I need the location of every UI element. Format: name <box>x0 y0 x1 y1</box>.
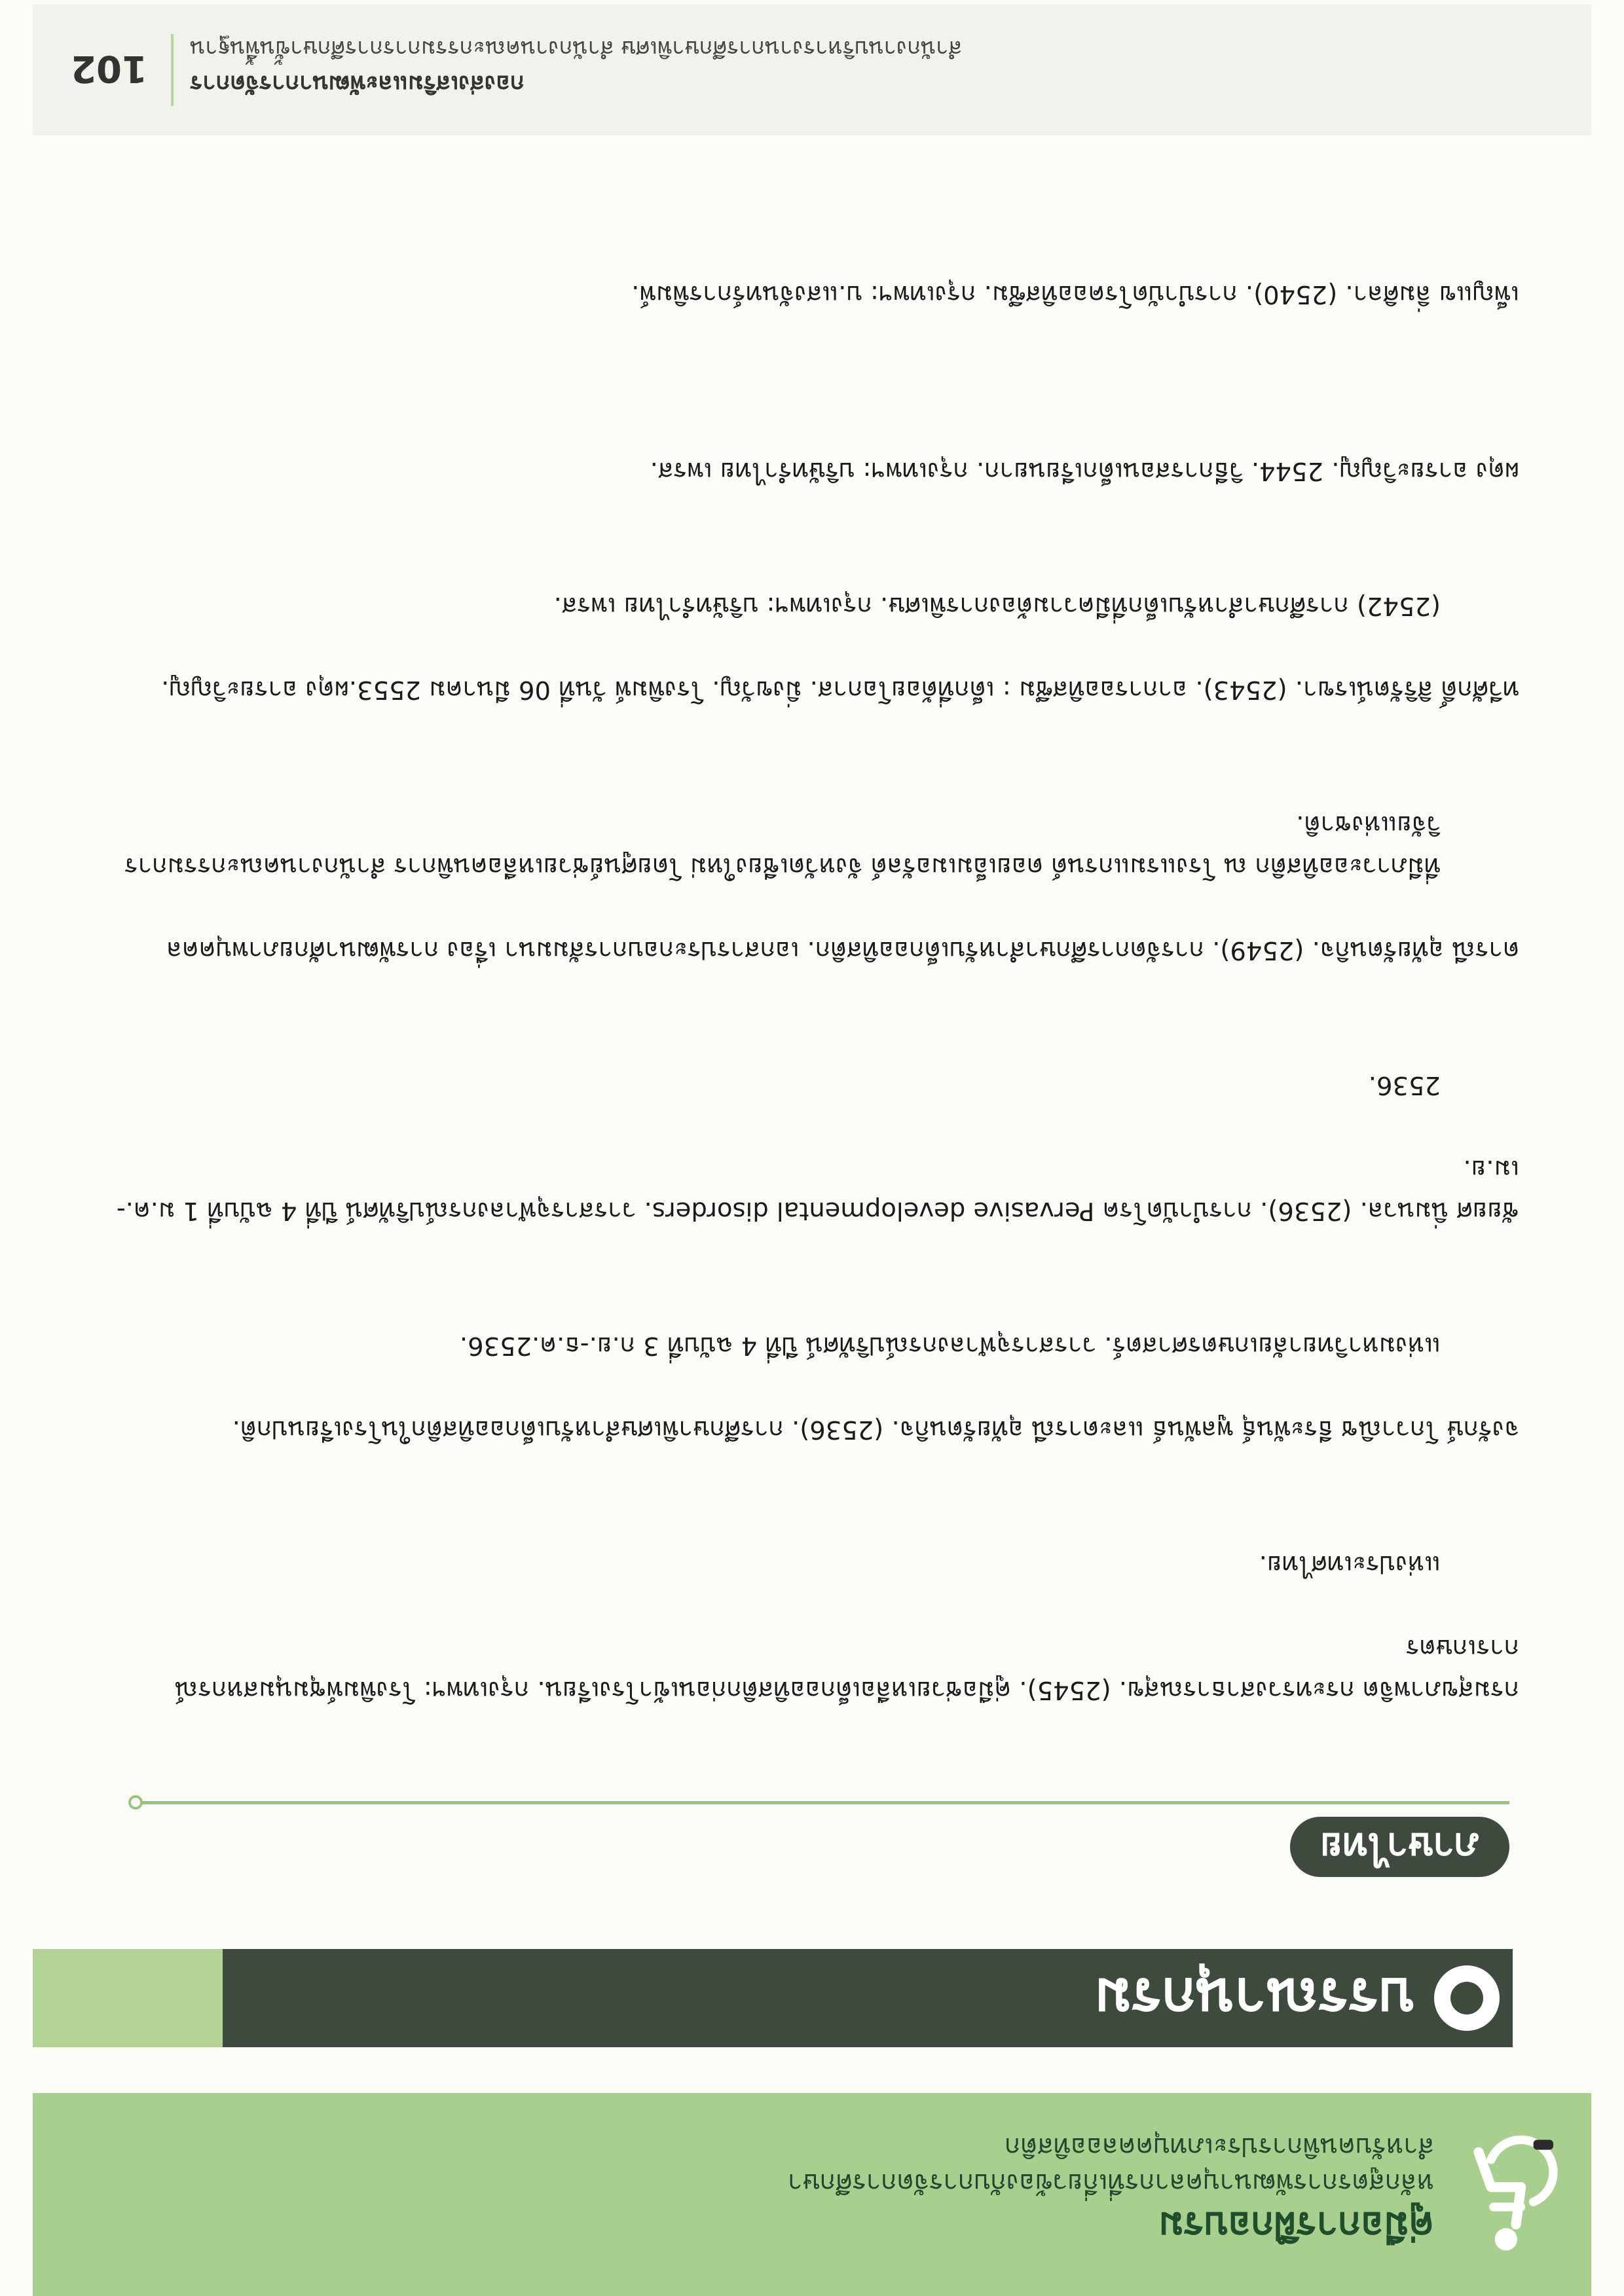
reference-first-line: กรมสุขภาพจิต กระทรวงสาธารณสุข. (2545). คู่มือช่วยเหลือเด็กออทิสติกก่อนเข้าโรงเรียน. กรุงเทพฯ: โรงพิมพ์ชุมนุมสหกรณ์การเกษตร <box>174 1633 1519 1705</box>
reference-entry <box>111 1501 1519 1753</box>
footer-department: กองส่งเสริมและพัฒนาการจัดการ <box>190 70 525 97</box>
page-number: 102 <box>71 47 147 90</box>
reference-entry <box>111 1022 1519 1273</box>
reference-first-line: ชัยยศ นิ่มนวล. (2536). การบำบัดโรค Pervasive developmental disorders. วารสารจุฬาลงกรณ์ปริทัศน์ ปีที่ 4 ฉบับที่ 1 ม.ค.-เม.ย. <box>116 1154 1519 1226</box>
section-title: บรรณานุกรม <box>1094 1965 1414 2031</box>
reference-first-line: จงรักษ์ โกวาณิช ธีระพันธุ์ พูลพันธ์ และดารณี อุทัยรัตนกิจ. (2536). การศึกษาพิเศษสำหรับเด็กออทิสติกในโรงเรียนปกติ. <box>232 1415 1519 1444</box>
reference-entry <box>111 0 1519 3</box>
section-bar-accent <box>33 1949 223 2047</box>
reference-entry <box>111 761 1519 1013</box>
reference-first-line: ดารณี อุทัยรัตนกิจ. (2549). การจัดการศึกษาสำหรับเด็กออทิสติก. เอกสารประกอบการสัมมนา เรื่อง การพัฒนาศักยภาพบุคคล <box>166 936 1519 965</box>
reference-continuation: แห่งมหาวิทยาลัยเกษตรศาสตร์. วารสารจุฬาลงกรณ์ปริทัศน์ ปีที่ 4 ฉบับที่ 3 ก.ย.-ธ.ค.2536. <box>459 1331 1441 1360</box>
subsection-divider <box>142 1801 1509 1804</box>
reference-entry <box>111 189 1519 357</box>
reference-list <box>111 0 1519 1753</box>
reference-continuation: แห่งประเทศไทย. <box>1259 1550 1441 1579</box>
reference-entry <box>111 1283 1519 1492</box>
reference-continuation: (2542) การศึกษาสำหรับเด็กที่มีความต้องการพิเศษ. กรุงเทพฯ: บริษัทรำไทย เพรส. <box>553 591 1441 621</box>
divider-end-circle-icon <box>128 1795 143 1810</box>
reference-first-line: เพ็ญแข ลิ่มศิลา. (2540). การบำบัดโรคออทิสซึม. กรุงเทพฯ: บ.แสงจันทร์การพิมพ์. <box>631 280 1519 309</box>
footer-separator <box>171 34 174 106</box>
book-subtitle-line2: สำหรับคนพิการประเภทบุคคลออทิสติก <box>1005 2132 1434 2162</box>
reference-entry <box>111 543 1519 752</box>
wheelchair-person-icon <box>1454 2132 1578 2257</box>
reference-first-line: ผดุง อารยะวิญญู. 2544. วิธีการสอนเด็กเรียนยาก. กรุงเทพฯ: บริษัทรำไทย เพรส. <box>650 456 1519 486</box>
section-bullet-inner <box>1450 1982 1483 2014</box>
subsection-label: ภาษาไทย <box>1290 1817 1509 1877</box>
footer-office: สำนักงานบริหารงานการศึกษาพิเศษ สำนักงานคณะกรรมการการศึกษาขั้นพื้นฐาน <box>190 35 963 62</box>
reference-continuation: ที่มีภาวะออทิสติก ณ โรงแรมแกรนด์ ดอยเอ็มเมอรัลด์ จังหวัดเชียงใหม่ โดยศูนย์ช่วยเหลือคนพิการ สำนักงานคณะกรรมการ วิจัยแห่งชาติ. <box>124 810 1441 881</box>
reference-entry <box>111 366 1519 534</box>
book-title: คู่มือการฝึกอบรม <box>1158 2204 1434 2248</box>
reference-first-line: ทวีศักดิ์ สิริรัตน์เรขา. (2543). อาการออทิสซึม : เด็กที่ด้อยโอกาส. มิ่งขวัญ. โรงพิมพ์ วันที่ 06 มีนาคม 2553.ผดุง อารยะวิญญู. <box>161 675 1519 704</box>
reference-continuation: 2536. <box>1368 1070 1441 1100</box>
book-subtitle-line1: หลักสูตรการพัฒนาบุคลากรที่เกี่ยวข้องกับการจัดการศึกษา <box>787 2168 1434 2198</box>
